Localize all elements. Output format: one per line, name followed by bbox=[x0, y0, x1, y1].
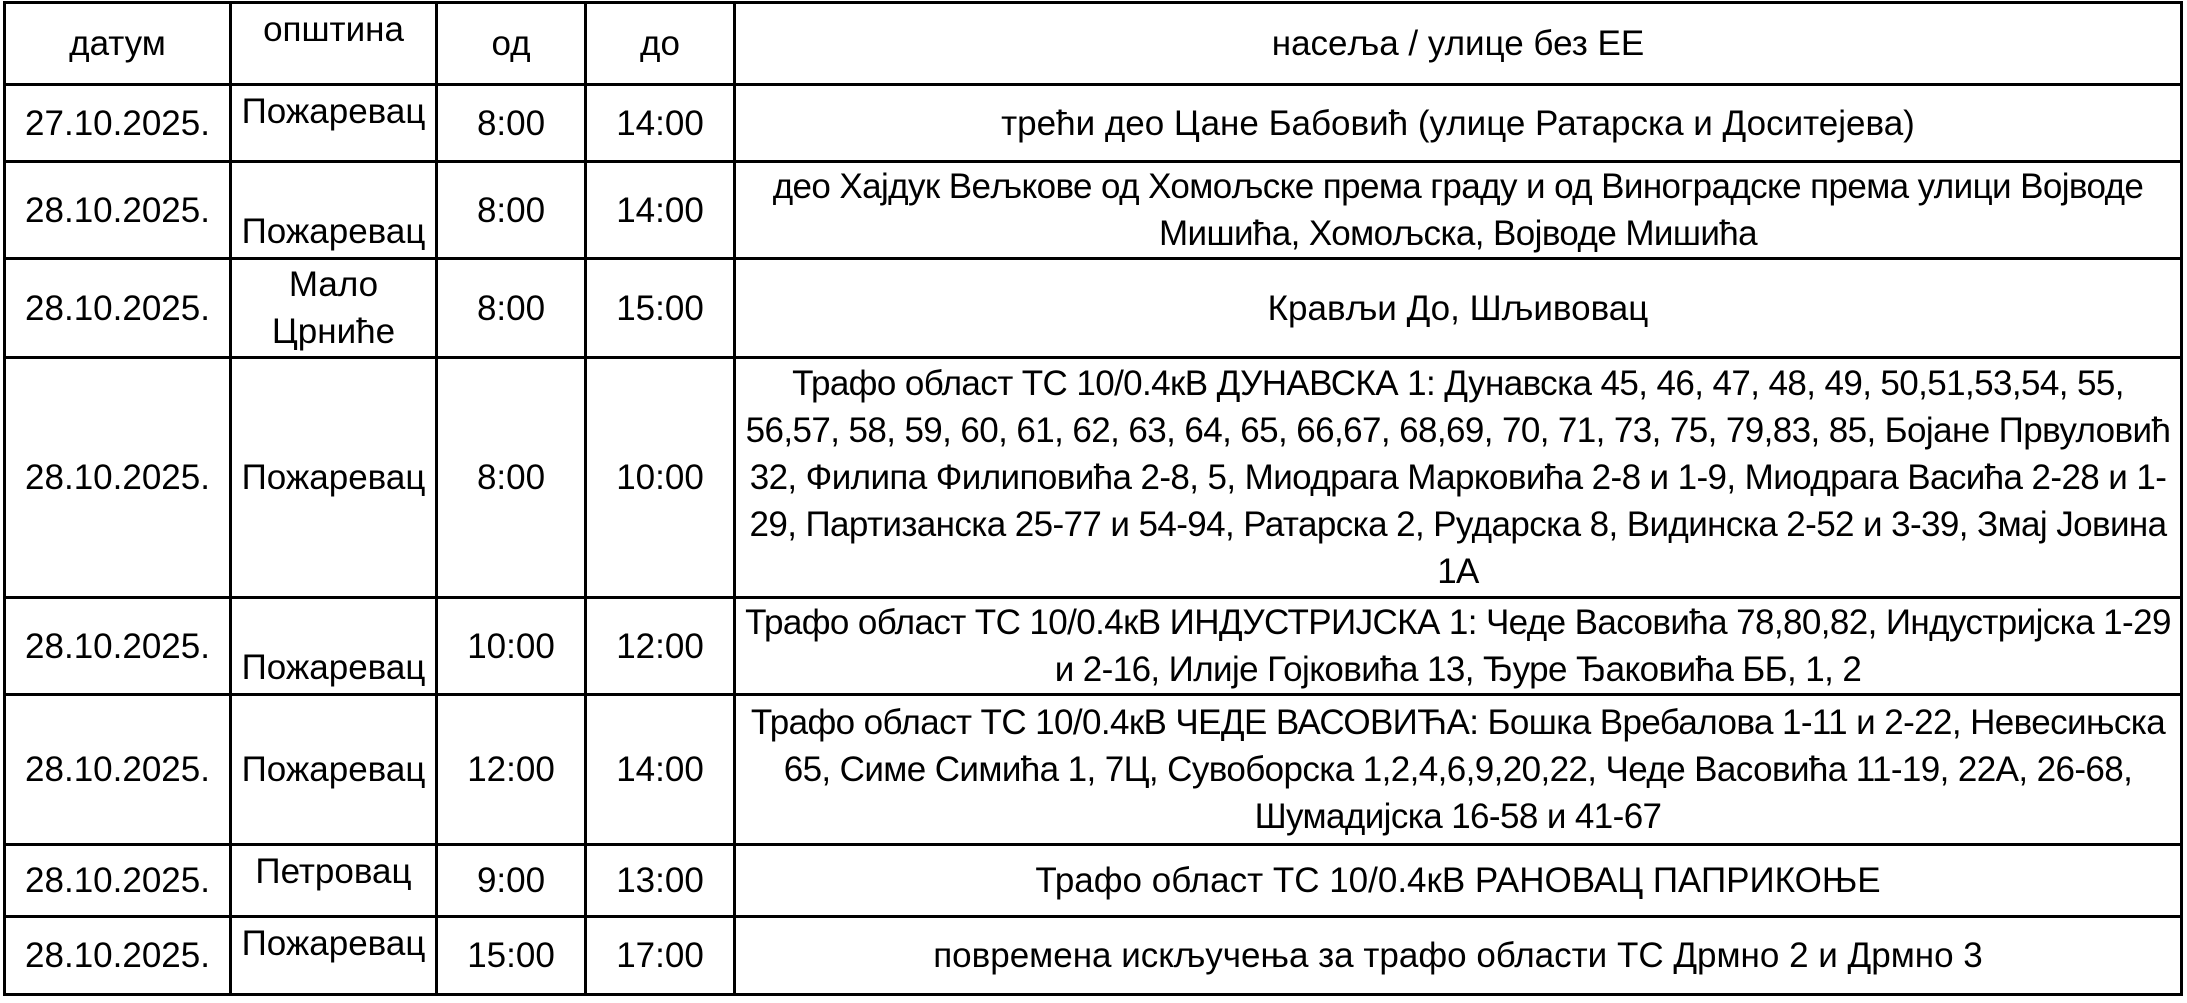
cell-date: 28.10.2025. bbox=[5, 162, 231, 259]
cell-to: 15:00 bbox=[586, 259, 735, 358]
cell-from: 8:00 bbox=[437, 162, 586, 259]
cell-to: 14:00 bbox=[586, 162, 735, 259]
cell-date: 28.10.2025. bbox=[5, 695, 231, 845]
table-row bbox=[5, 598, 2182, 695]
cell-from: 8:00 bbox=[437, 358, 586, 598]
cell-date: 28.10.2025. bbox=[5, 917, 231, 995]
cell-from: 8:00 bbox=[437, 85, 586, 162]
cell-to: 12:00 bbox=[586, 598, 735, 695]
cell-areas: Трафо област ТС 10/0.4кВ ДУНАВСКА 1: Дунавска 45, 46, 47, 48, 49, 50,51,53,54, 55, 56,57, 58, 59, 60, 61, 62, 63, 64, 65, 66,67, 68,69, 70, 71, 73, 75, 79,83, 85, Бојане Првуловић 32, Филипа Филиповића 2-8, 5, Миодрага Марковића 2-8 и 1-9, Миодрага Васића 2-28 и 1-29, Партизанска 25-77 и 54-94, Ратарска 2, Рударска 8, Видинска 2-52 и 3-39, Змај Јовина 1А bbox=[735, 358, 2182, 598]
outage-schedule-table bbox=[3, 1, 2183, 996]
table-header-row bbox=[5, 3, 2182, 85]
cell-municipality: Пожаревац bbox=[231, 695, 437, 845]
table-row bbox=[5, 85, 2182, 162]
cell-municipality: Пожаревац bbox=[231, 917, 437, 995]
table-row bbox=[5, 259, 2182, 358]
cell-municipality: Петровац bbox=[231, 845, 437, 917]
cell-to: 14:00 bbox=[586, 695, 735, 845]
cell-from: 15:00 bbox=[437, 917, 586, 995]
cell-to: 13:00 bbox=[586, 845, 735, 917]
cell-areas: Трафо област ТС 10/0.4кВ ИНДУСТРИЈСКА 1: Чеде Васовића 78,80,82, Индустријска 1-29 и 2-16, Илије Гојковића 13, Ђуре Ђаковића ББ, 1, 2 bbox=[735, 598, 2182, 695]
cell-to: 10:00 bbox=[586, 358, 735, 598]
cell-municipality: Пожаревац bbox=[231, 598, 437, 695]
header-municipality: општина bbox=[231, 3, 437, 85]
cell-areas: повремена искључења за трафо области ТС Дрмно 2 и Дрмно 3 bbox=[735, 917, 2182, 995]
table-row bbox=[5, 162, 2182, 259]
table-row bbox=[5, 845, 2182, 917]
cell-areas: део Хајдук Вељкове од Хомољске према граду и од Виноградске према улици Војводе Мишића, Хомољска, Војводе Мишића bbox=[735, 162, 2182, 259]
cell-areas: Крављи До, Шљивовац bbox=[735, 259, 2182, 358]
table-row bbox=[5, 917, 2182, 995]
cell-from: 10:00 bbox=[437, 598, 586, 695]
header-to: до bbox=[586, 3, 735, 85]
cell-areas: Трафо област ТС 10/0.4кВ РАНОВАЦ ПАПРИКОЊЕ bbox=[735, 845, 2182, 917]
header-from: од bbox=[437, 3, 586, 85]
cell-date: 28.10.2025. bbox=[5, 358, 231, 598]
cell-date: 27.10.2025. bbox=[5, 85, 231, 162]
header-areas: насеља / улице без ЕЕ bbox=[735, 3, 2182, 85]
cell-from: 9:00 bbox=[437, 845, 586, 917]
table-row bbox=[5, 358, 2182, 598]
cell-municipality: Пожаревац bbox=[231, 162, 437, 259]
cell-date: 28.10.2025. bbox=[5, 259, 231, 358]
table-row bbox=[5, 695, 2182, 845]
cell-date: 28.10.2025. bbox=[5, 845, 231, 917]
cell-areas: Трафо област ТС 10/0.4кВ ЧЕДЕ ВАСОВИЋА: Бошка Вребалова 1-11 и 2-22, Невесињска 65, Симе Симића 1, 7Ц, Сувоборска 1,2,4,6,9,20,22, Чеде Васовића 11-19, 22А, 26-68, Шумадијска 16-58 и 41-67 bbox=[735, 695, 2182, 845]
cell-municipality: Пожаревац bbox=[231, 85, 437, 162]
cell-to: 17:00 bbox=[586, 917, 735, 995]
cell-to: 14:00 bbox=[586, 85, 735, 162]
cell-areas: трећи део Цане Бабовић (улице Ратарска и Доситејева) bbox=[735, 85, 2182, 162]
cell-from: 8:00 bbox=[437, 259, 586, 358]
cell-from: 12:00 bbox=[437, 695, 586, 845]
cell-date: 28.10.2025. bbox=[5, 598, 231, 695]
header-date: датум bbox=[5, 3, 231, 85]
cell-municipality: Пожаревац bbox=[231, 358, 437, 598]
cell-municipality: Мало Црниће bbox=[231, 259, 437, 358]
